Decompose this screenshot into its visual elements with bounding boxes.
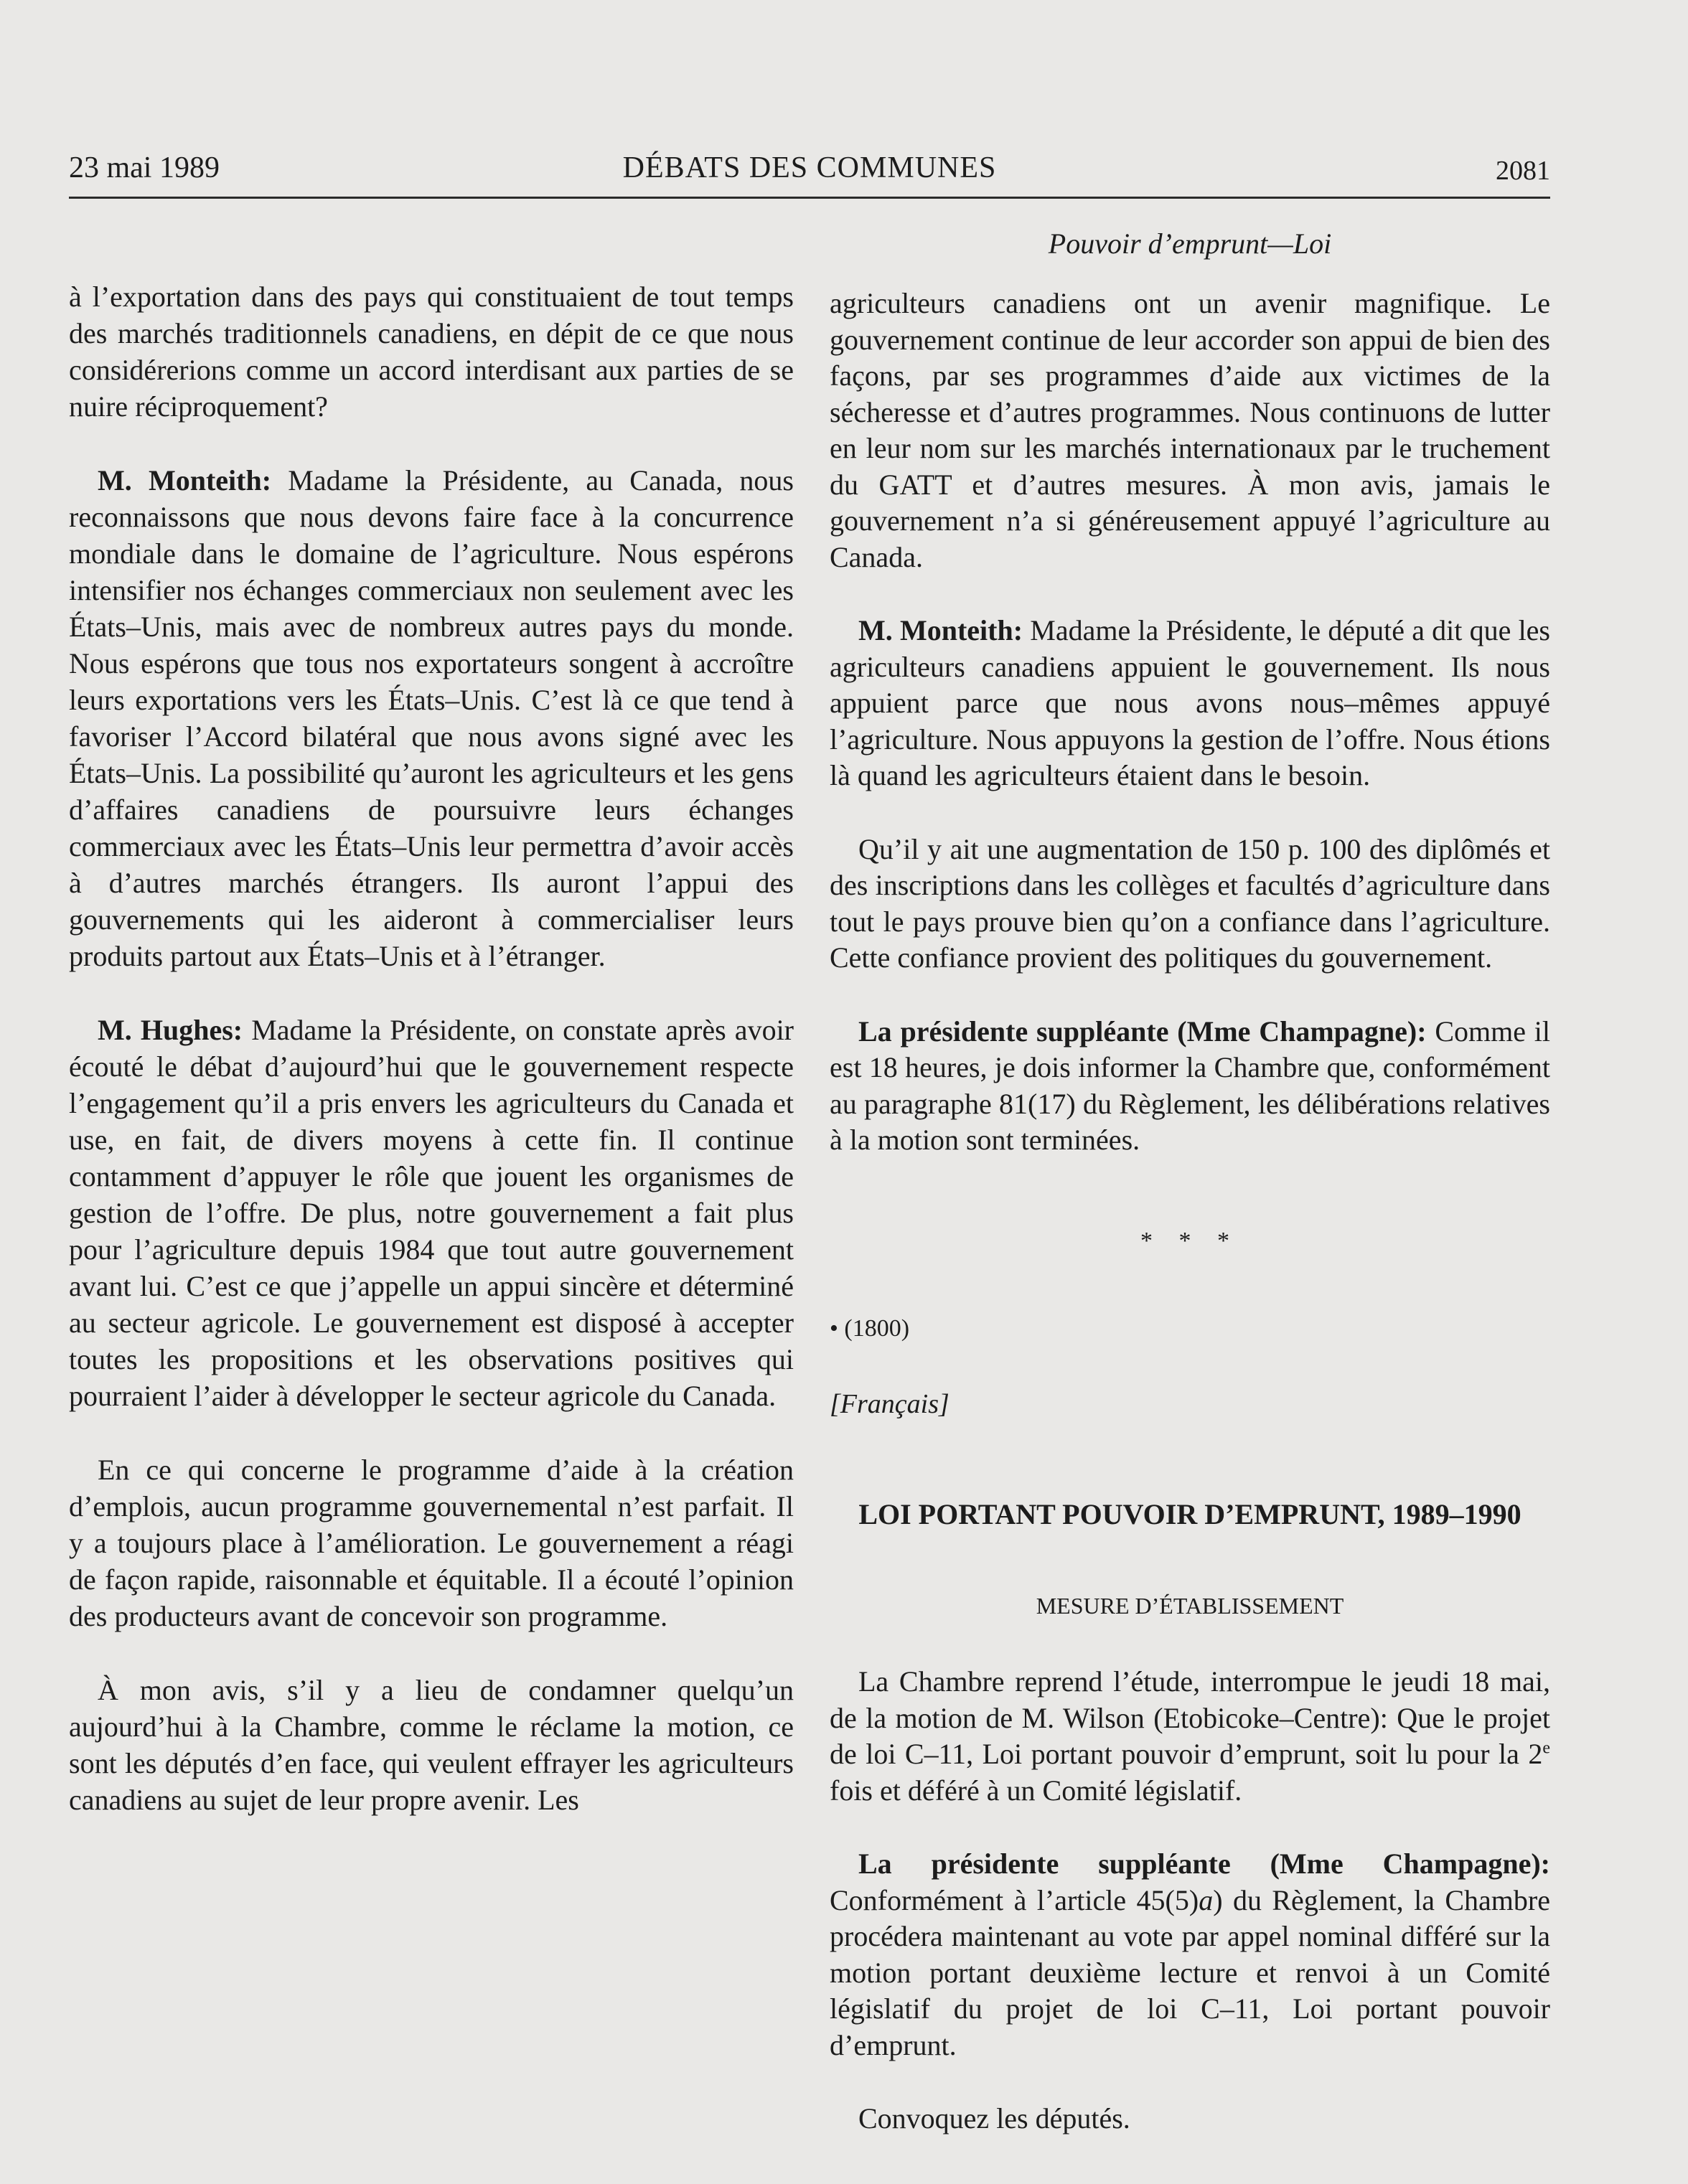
section-separator: * * * (1140, 1227, 1239, 1254)
speaker-name: M. Monteith: (98, 464, 272, 496)
running-head: Pouvoir d’emprunt—Loi (1048, 227, 1332, 260)
measure-title: MESURE D’ÉTABLISSEMENT (1036, 1592, 1344, 1619)
time-marker: • (1800) (830, 1315, 910, 1342)
speaker-name: La présidente suppléante (Mme Champagne): (858, 1848, 1550, 1880)
right-paragraph-1: agriculteurs canadiens ont un avenir magnifique. Le gouvernement continue de leur accorder son appui de bien des façons, par ses programmes d’aide aux victimes de la sécheresse et d’autres programmes. Nous continuons de lutter en leur nom sur les marchés internationaux par le truchement du GATT et d’autres mesures. À mon avis, jamais le gouvernement n’a si généreusement appuyé l’agriculture au Canada. (830, 287, 1550, 573)
left-paragraph-5: À mon avis, s’il y a lieu de condamner quelqu’un aujourd’hui à la Chambre, comme le réclame la motion, ce sont les députés d’en face, qui veulent effrayer les agriculteurs canadiens au sujet de leur propre avenir. Les (69, 1674, 794, 1816)
left-paragraph-4: En ce qui concerne le programme d’aide à la création d’emplois, aucun programme gouvernemental n’est parfait. Il y a toujours place à l’amélioration. Le gouvernement a réagi de façon rapide, raisonnable et équitable. Il a écouté l’opinion des producteurs avant de concevoir son programme. (69, 1454, 794, 1632)
right-column (830, 286, 1550, 2137)
right-paragraph-2 (830, 613, 1550, 794)
left-paragraph-3 (69, 1012, 794, 1414)
speaker-name: M. Hughes: (98, 1014, 243, 1046)
right-paragraph-4 (830, 1014, 1550, 1159)
language-marker: [Français] (830, 1388, 950, 1419)
right-paragraph-6 (830, 1846, 1550, 2063)
page-header (69, 151, 1550, 199)
header-date: 23 mai 1989 (69, 151, 220, 184)
text-segment: Conformément à l’article 45(5) (830, 1883, 1199, 1916)
left-paragraph-1: à l’exportation dans des pays qui constituaient de tout temps des marchés traditionnels canadiens, en dépit de ce que nous considérerions comme un accord interdisant aux parties de se nuire réciproquement? (69, 281, 794, 423)
bill-title: LOI PORTANT POUVOIR D’EMPRUNT, 1989–1990 (858, 1498, 1521, 1530)
header-title: DÉBATS DES COMMUNES (622, 151, 997, 184)
right-paragraph-3: Qu’il y ait une augmentation de 150 p. 100 des diplômés et des inscriptions dans les collèges et facultés d’agriculture dans tout le pays prouve bien qu’on a confiance dans l’agriculture. Cette confiance provient des politiques du gouvernement. (830, 832, 1550, 974)
right-paragraph-7: Convoquez les députés. (858, 2102, 1130, 2134)
text-segment: La Chambre reprend l’étude, interrompue le jeudi 18 mai, de la motion de M. Wilson (Etobicoke–Centre): Que le projet de loi C–11, Loi portant pouvoir d’emprunt, soit lu pour la 2 (830, 1665, 1550, 1770)
speech-text: Madame la Présidente, le député a dit que les agriculteurs canadiens appuient le gouvernement. Ils nous appuient parce que nous avons nous–mêmes appuyé l’agriculture. Nous appuyons la gestion de l’offre. Nous étions là quand les agriculteurs étaient dans le besoin. (830, 614, 1551, 791)
speech-text: Comme il est 18 heures, je dois informer la Chambre que, conformément au paragraphe 81(17) du Règlement, les délibérations relatives à la motion sont terminées. (830, 1015, 1550, 1156)
text-segment: ) du Règlement, la Chambre procédera maintenant au vote par appel nominal différé sur la motion portant deuxième lecture et renvoi à un Comité législatif du projet de loi C–11, Loi portant pouvoir d’emprunt. (830, 1883, 1550, 2061)
page-number: 2081 (1496, 156, 1550, 186)
text-segment: fois et déféré à un Comité législatif. (830, 1774, 1242, 1807)
superscript: e (1542, 1738, 1550, 1758)
left-column (69, 278, 794, 1818)
speech-text: Madame la Présidente, on constate après avoir écouté le débat d’aujourd’hui que le gouvernement respecte l’engagement qu’il a pris envers les agriculteurs du Canada et use, en fait, de divers moyens à cette fin. Il continue contamment d’appuyer le rôle que jouent les organismes de gestion de l’offre. De plus, notre gouvernement a fait plus pour l’agriculture depuis 1984 que tout autre gouvernement avant lui. C’est ce que j’appelle un appui sincère et déterminé au secteur agricole. Le gouvernement est disposé à accepter toutes les propositions et les observations positives qui pourraient l’aider à développer le secteur agricole du Canada. (69, 1014, 794, 1412)
speech-text: Madame la Présidente, au Canada, nous reconnaissons que nous devons faire face à la concurrence mondiale dans le domaine de l’agriculture. Nous espérons intensifier nos échanges commerciaux non seulement avec les États–Unis, mais avec de nombreux autres pays du monde. Nous espérons que tous nos exportateurs songent à accroître leurs exportations vers les États–Unis. C’est là ce que tend à favoriser l’Accord bilatéral que nous avons signé avec les États–Unis. La possibilité qu’auront les agriculteurs et les gens d’affaires canadiens de poursuivre leurs échanges commerciaux avec les États–Unis leur permettra d’avoir accès à d’autres marchés étrangers. Ils auront l’appui des gouvernements qui les aideront à commercialiser leurs produits partout aux États–Unis et à l’étranger. (69, 464, 794, 972)
speaker-name: M. Monteith: (858, 614, 1023, 646)
right-paragraph-5 (830, 1664, 1550, 1809)
italic-letter: a (1199, 1883, 1214, 1916)
left-paragraph-2 (69, 462, 794, 974)
speaker-name: La présidente suppléante (Mme Champagne): (858, 1015, 1427, 1048)
